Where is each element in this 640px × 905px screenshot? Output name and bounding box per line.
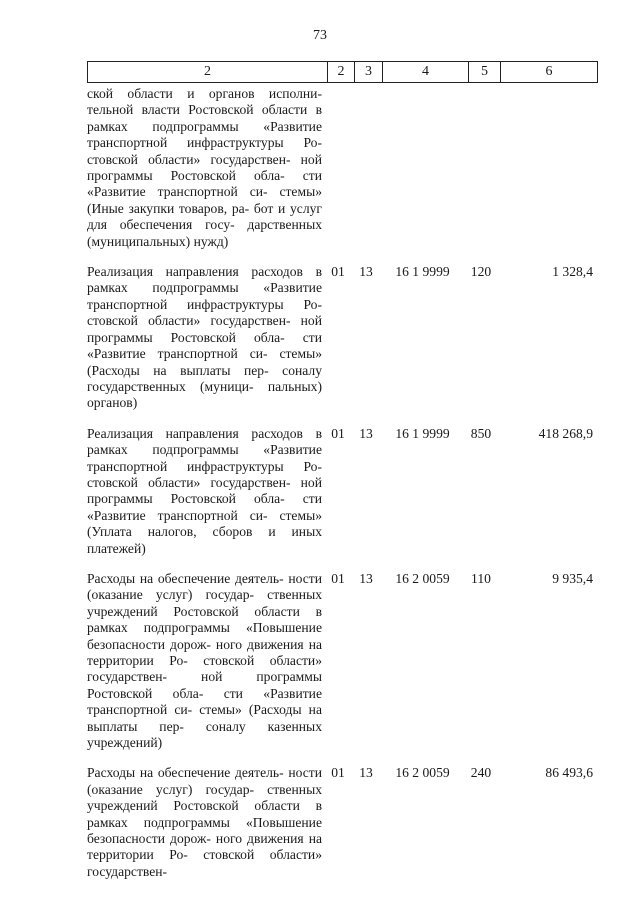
column-header-expense-type: 5 [469, 62, 501, 83]
budget-rows [87, 86, 597, 894]
column-header-subsection: 3 [355, 62, 383, 83]
column-header-section: 2 [328, 62, 355, 83]
row-description: ской области и органов исполни- тельной власти Ростовской области в рамках подпрограммы «Развитие транспортной инфраструктуры Ро- стовской области» государствен- ной программы Ростовской обла- сти «Развитие транспортной си- стемы» (Иные закупки товаров, ра- бот и услуг для обеспечения госу- дарственных (муниципальных) нужд) [87, 86, 322, 249]
table-row [87, 86, 597, 250]
row-description: Расходы на обеспечение деятель- ности (оказание услуг) государ- ственных учреждений Ростовской области в рамках подпрограммы «Повышение безопасности дорож- ного движения на территории Ро- стовской области» государствен- ной программы Ростовской обла- сти «Развитие транспортной си- стемы» (Расходы на выплаты пер- соналу казенных учреждений) [87, 570, 322, 751]
row-section: 01 [331, 264, 345, 280]
row-expense-type: 120 [470, 264, 492, 280]
row-subsection: 13 [359, 765, 373, 781]
row-target-article: 16 2 0059 [395, 765, 450, 781]
row-description: Реализация направления расходов в рамках подпрограммы «Развитие транспортной инфраструктуры Ро- стовской области» государствен- ной программы Ростовской обла- сти «Развитие транспортной си- стемы» (Уплата налогов, сборов и иных платежей) [87, 425, 322, 556]
table-row [87, 264, 597, 412]
row-section: 01 [331, 425, 345, 441]
row-subsection: 13 [359, 264, 373, 280]
column-header-table [87, 61, 598, 83]
row-description: Реализация направления расходов в рамках подпрограммы «Развитие транспортной инфраструктуры Ро- стовской области» государствен- ной программы Ростовской обла- сти «Развитие транспортной си- стемы» (Расходы на выплаты пер- соналу государственных (муници- пальных) органов) [87, 264, 322, 411]
row-expense-type: 850 [470, 425, 492, 441]
column-header-target-article: 4 [383, 62, 469, 83]
row-target-article: 16 1 9999 [395, 425, 450, 441]
row-amount: 1 328,4 [552, 264, 593, 280]
column-header-amount: 6 [501, 62, 598, 83]
row-amount: 9 935,4 [552, 570, 593, 586]
row-amount: 86 493,6 [545, 765, 593, 781]
column-header-description: 2 [88, 62, 328, 83]
table-row [87, 571, 597, 751]
row-section: 01 [331, 765, 345, 781]
row-description: Расходы на обеспечение деятель- ности (оказание услуг) государ- ственных учреждений Ростовской области в рамках подпрограммы «Повышение безопасности дорож- ного движения на территории Ро- стовской области» государствен- [87, 765, 322, 879]
table-row [87, 426, 597, 557]
column-header-row [88, 62, 598, 83]
row-target-article: 16 1 9999 [395, 264, 450, 280]
page-number: 73 [313, 28, 327, 43]
row-amount: 418 268,9 [538, 425, 593, 441]
row-section: 01 [331, 570, 345, 586]
row-subsection: 13 [359, 570, 373, 586]
table-row [87, 765, 597, 880]
row-expense-type: 240 [470, 765, 492, 781]
row-target-article: 16 2 0059 [395, 570, 450, 586]
row-subsection: 13 [359, 425, 373, 441]
row-expense-type: 110 [471, 570, 491, 586]
